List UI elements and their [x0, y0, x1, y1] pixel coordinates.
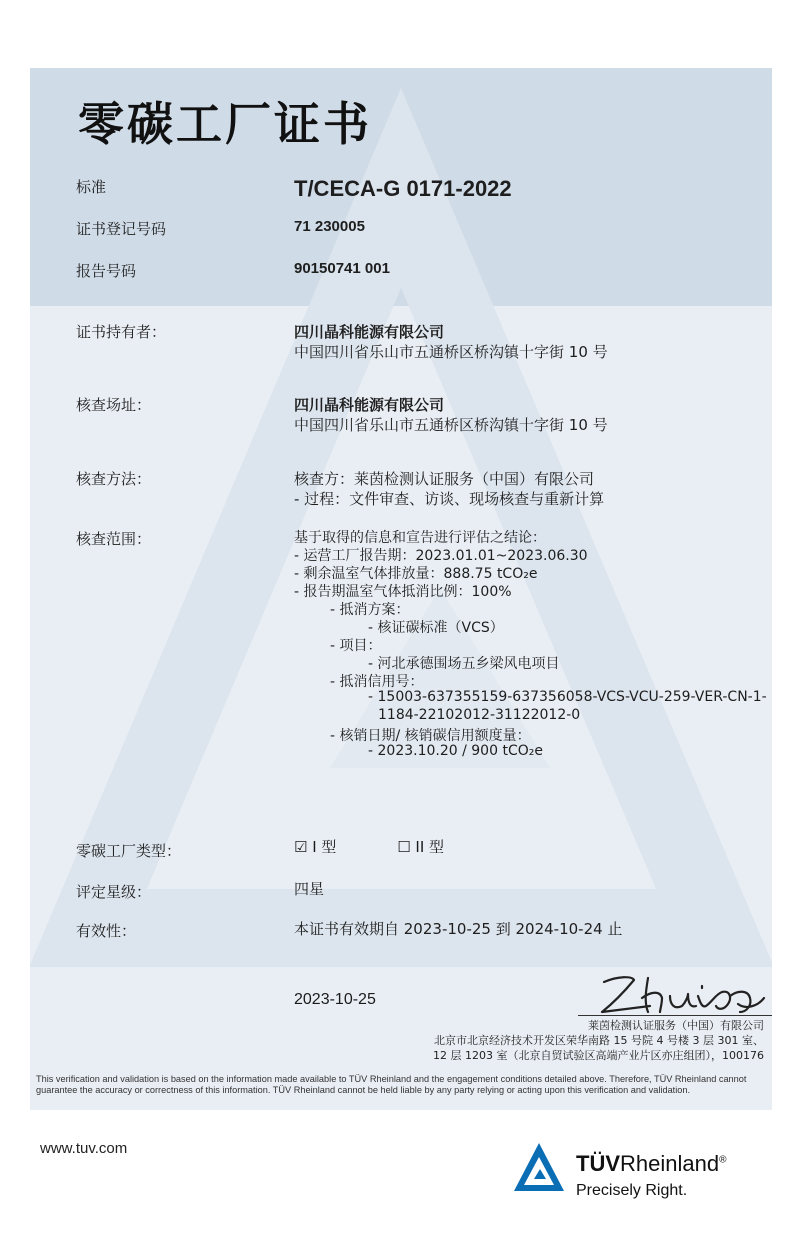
factory-type-label: 零碳工厂类型：	[76, 842, 182, 860]
type-ii-checkbox: ☐ II 型	[397, 838, 445, 856]
site-name: 四川晶科能源有限公司	[294, 396, 445, 414]
scope-label: 核查范围：	[76, 530, 152, 548]
website-url: www.tuv.com	[40, 1140, 128, 1157]
scope-line: - 剩余温室气体排放量：888.75 tCO₂e	[294, 566, 538, 582]
registered-mark: ®	[719, 1154, 727, 1166]
site-label: 核查场址：	[76, 396, 152, 414]
brand-tagline: Precisely Right.	[576, 1182, 688, 1199]
method-verifier: 核查方：莱茵检测认证服务（中国）有限公司	[294, 470, 595, 488]
brand-name	[576, 1151, 726, 1177]
holder-label: 证书持有者：	[76, 323, 167, 341]
disclaimer: This verification and validation is based on the information made available to TÜV Rheinland and the engagement conditions detailed above. Therefore, TÜV Rheinland cannot guarantee the accuracy or correctness of this information. TÜV Rheinland cannot be held liable by any party relying or acting upon this verification and validation.	[36, 1074, 747, 1095]
scope-line: - 抵消方案：	[330, 602, 410, 618]
brand-rheinland: Rheinland	[620, 1151, 720, 1176]
holder-block	[294, 321, 608, 361]
holder-name: 四川晶科能源有限公司	[294, 323, 445, 341]
scope-block	[294, 527, 767, 761]
scope-line: - 运营工厂报告期：2023.01.01~2023.06.30	[294, 548, 588, 564]
method-label: 核查方法：	[76, 470, 152, 488]
scope-line: - 报告期温室气体抵消比例：100%	[294, 584, 512, 600]
scope-line: - 抵消信用号：	[330, 674, 424, 690]
scope-line: - 河北承德围场五乡梁风电项目	[368, 656, 560, 672]
registration-label: 证书登记号码	[76, 220, 167, 238]
signature-line	[578, 1015, 772, 1016]
method-process: - 过程：文件审查、访谈、现场核查与重新计算	[294, 490, 605, 508]
signature	[590, 968, 770, 1020]
issuer-address-line1: 北京市北京经济技术开发区荣华南路 15 号院 4 号楼 3 层 301 室、	[434, 1034, 764, 1047]
report-value: 90150741 001	[294, 260, 390, 277]
tuv-logo	[512, 1137, 772, 1209]
certificate-title: 零碳工厂证书	[78, 97, 372, 151]
validity-label: 有效性：	[76, 922, 137, 940]
certificate	[30, 68, 772, 1110]
scope-line: 基于取得的信息和宣告进行评估之结论：	[294, 530, 546, 546]
rating-value: 四星	[294, 880, 325, 898]
tuv-triangle-logo-icon	[512, 1141, 566, 1193]
scope-line: - 核证碳标准（VCS）	[368, 620, 504, 636]
scope-line: 1184-22102012-31122012-0	[378, 707, 581, 723]
issuer-name: 莱茵检测认证服务（中国）有限公司	[588, 1019, 764, 1032]
issue-date: 2023-10-25	[294, 991, 376, 1008]
scope-line: - 核销日期/ 核销碳信用额度量：	[330, 728, 531, 744]
site-address: 中国四川省乐山市五通桥区桥沟镇十字街 10 号	[294, 416, 608, 434]
scope-line: - 项目：	[330, 638, 382, 654]
method-block	[294, 468, 604, 508]
scope-line: - 15003-637355159-637356058-VCS-VCU-259-VER-CN-1-	[368, 689, 767, 705]
validity-value: 本证书有效期自 2023-10-25 到 2024-10-24 止	[294, 920, 623, 938]
scope-line: - 2023.10.20 / 900 tCO₂e	[368, 743, 543, 759]
standard-label: 标准	[76, 178, 107, 196]
registration-value: 71 230005	[294, 218, 365, 235]
report-label: 报告号码	[76, 262, 137, 280]
factory-type-options	[294, 836, 500, 857]
holder-address: 中国四川省乐山市五通桥区桥沟镇十字街 10 号	[294, 343, 608, 361]
type-i-checkbox: ☑ I 型	[294, 838, 337, 856]
standard-value: T/CECA-G 0171-2022	[294, 176, 512, 201]
issuer-address-line2: 12 层 1203 室（北京自贸试验区高端产业片区亦庄组团），100176	[433, 1049, 764, 1062]
site-block	[294, 394, 608, 434]
rating-label: 评定星级：	[76, 883, 152, 901]
brand-tuv: TÜV	[576, 1151, 620, 1176]
issuer-block	[433, 1018, 764, 1063]
